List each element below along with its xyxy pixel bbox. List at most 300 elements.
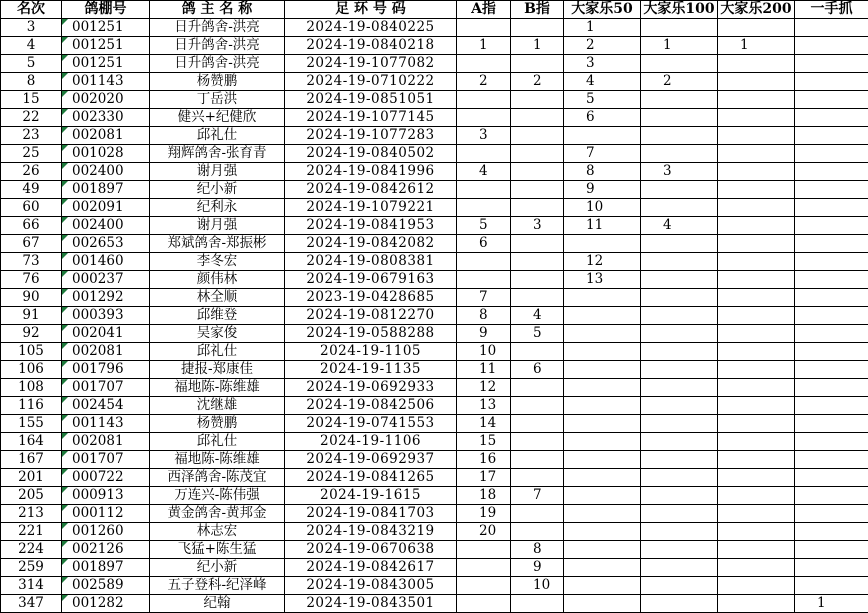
one-grab-cell[interactable] (795, 235, 868, 253)
one-grab-cell[interactable] (795, 343, 868, 361)
ring-number-cell[interactable] (285, 127, 457, 145)
dajiale-50-cell[interactable] (564, 523, 641, 541)
owner-name-cell[interactable] (150, 37, 285, 55)
one-grab-cell[interactable] (795, 271, 868, 289)
dajiale-100-cell[interactable] (641, 181, 718, 199)
a-index-cell[interactable] (457, 91, 511, 109)
dajiale-100-cell[interactable] (641, 37, 718, 55)
owner-name-cell[interactable] (150, 289, 285, 307)
ring-number-cell[interactable] (285, 415, 457, 433)
dajiale-50-cell[interactable] (564, 451, 641, 469)
ring-number-cell[interactable] (285, 433, 457, 451)
dajiale-200-cell[interactable] (718, 91, 795, 109)
one-grab-cell[interactable] (795, 325, 868, 343)
a-index-cell[interactable] (457, 127, 511, 145)
one-grab-cell[interactable] (795, 127, 868, 145)
loft-number-cell[interactable] (62, 73, 150, 91)
dajiale-100-cell[interactable] (641, 577, 718, 595)
b-index-cell[interactable] (511, 487, 564, 505)
owner-name-cell[interactable] (150, 325, 285, 343)
rank-cell[interactable] (1, 397, 62, 415)
rank-cell[interactable] (1, 163, 62, 181)
ring-number-cell[interactable] (285, 235, 457, 253)
one-grab-cell[interactable] (795, 109, 868, 127)
dajiale-200-cell[interactable] (718, 145, 795, 163)
dajiale-50-cell[interactable] (564, 145, 641, 163)
b-index-cell[interactable] (511, 145, 564, 163)
owner-name-cell[interactable] (150, 541, 285, 559)
a-index-cell[interactable] (457, 325, 511, 343)
a-index-cell[interactable] (457, 109, 511, 127)
dajiale-50-cell[interactable] (564, 91, 641, 109)
a-index-cell[interactable] (457, 469, 511, 487)
dajiale-200-cell[interactable] (718, 469, 795, 487)
one-grab-cell[interactable] (795, 361, 868, 379)
a-index-cell[interactable] (457, 217, 511, 235)
a-index-cell[interactable] (457, 145, 511, 163)
b-index-cell[interactable] (511, 19, 564, 37)
dajiale-100-cell[interactable] (641, 343, 718, 361)
dajiale-200-cell[interactable] (718, 433, 795, 451)
ring-number-cell[interactable] (285, 181, 457, 199)
b-index-cell[interactable] (511, 37, 564, 55)
rank-cell[interactable] (1, 451, 62, 469)
rank-cell[interactable] (1, 199, 62, 217)
dajiale-100-cell[interactable] (641, 379, 718, 397)
rank-cell[interactable] (1, 271, 62, 289)
loft-number-cell[interactable] (62, 19, 150, 37)
loft-number-cell[interactable] (62, 199, 150, 217)
dajiale-50-cell[interactable] (564, 379, 641, 397)
rank-cell[interactable] (1, 37, 62, 55)
one-grab-cell[interactable] (795, 505, 868, 523)
b-index-cell[interactable] (511, 577, 564, 595)
dajiale-200-cell[interactable] (718, 109, 795, 127)
a-index-cell[interactable] (457, 73, 511, 91)
dajiale-100-cell[interactable] (641, 91, 718, 109)
one-grab-cell[interactable] (795, 73, 868, 91)
loft-number-cell[interactable] (62, 487, 150, 505)
rank-cell[interactable] (1, 55, 62, 73)
rank-cell[interactable] (1, 415, 62, 433)
dajiale-100-cell[interactable] (641, 253, 718, 271)
dajiale-50-cell[interactable] (564, 433, 641, 451)
ring-number-cell[interactable] (285, 523, 457, 541)
dajiale-100-cell[interactable] (641, 451, 718, 469)
a-index-cell[interactable] (457, 397, 511, 415)
ring-number-cell[interactable] (285, 109, 457, 127)
dajiale-100-cell[interactable] (641, 469, 718, 487)
a-index-cell[interactable] (457, 181, 511, 199)
rank-cell[interactable] (1, 307, 62, 325)
b-index-cell[interactable] (511, 127, 564, 145)
owner-name-cell[interactable] (150, 235, 285, 253)
one-grab-cell[interactable] (795, 379, 868, 397)
dajiale-100-cell[interactable] (641, 199, 718, 217)
b-index-cell[interactable] (511, 397, 564, 415)
header-a-index[interactable]: A指 (457, 1, 511, 19)
dajiale-100-cell[interactable] (641, 307, 718, 325)
owner-name-cell[interactable] (150, 163, 285, 181)
dajiale-200-cell[interactable] (718, 19, 795, 37)
owner-name-cell[interactable] (150, 271, 285, 289)
ring-number-cell[interactable] (285, 91, 457, 109)
one-grab-cell[interactable] (795, 451, 868, 469)
one-grab-cell[interactable] (795, 415, 868, 433)
b-index-cell[interactable] (511, 235, 564, 253)
dajiale-50-cell[interactable] (564, 271, 641, 289)
dajiale-200-cell[interactable] (718, 361, 795, 379)
loft-number-cell[interactable] (62, 289, 150, 307)
dajiale-200-cell[interactable] (718, 73, 795, 91)
dajiale-100-cell[interactable] (641, 559, 718, 577)
dajiale-50-cell[interactable] (564, 397, 641, 415)
owner-name-cell[interactable] (150, 343, 285, 361)
loft-number-cell[interactable] (62, 217, 150, 235)
rank-cell[interactable] (1, 109, 62, 127)
a-index-cell[interactable] (457, 523, 511, 541)
loft-number-cell[interactable] (62, 55, 150, 73)
ring-number-cell[interactable] (285, 163, 457, 181)
b-index-cell[interactable] (511, 73, 564, 91)
one-grab-cell[interactable] (795, 307, 868, 325)
b-index-cell[interactable] (511, 91, 564, 109)
a-index-cell[interactable] (457, 595, 511, 613)
dajiale-200-cell[interactable] (718, 541, 795, 559)
loft-number-cell[interactable] (62, 577, 150, 595)
rank-cell[interactable] (1, 253, 62, 271)
a-index-cell[interactable] (457, 487, 511, 505)
owner-name-cell[interactable] (150, 505, 285, 523)
loft-number-cell[interactable] (62, 181, 150, 199)
a-index-cell[interactable] (457, 271, 511, 289)
owner-name-cell[interactable] (150, 127, 285, 145)
a-index-cell[interactable] (457, 559, 511, 577)
dajiale-100-cell[interactable] (641, 415, 718, 433)
one-grab-cell[interactable] (795, 91, 868, 109)
header-one-grab[interactable]: 一手抓 (795, 1, 868, 19)
b-index-cell[interactable] (511, 469, 564, 487)
dajiale-200-cell[interactable] (718, 55, 795, 73)
ring-number-cell[interactable] (285, 289, 457, 307)
owner-name-cell[interactable] (150, 433, 285, 451)
owner-name-cell[interactable] (150, 577, 285, 595)
dajiale-200-cell[interactable] (718, 505, 795, 523)
ring-number-cell[interactable] (285, 217, 457, 235)
one-grab-cell[interactable] (795, 163, 868, 181)
loft-number-cell[interactable] (62, 559, 150, 577)
dajiale-100-cell[interactable] (641, 217, 718, 235)
dajiale-50-cell[interactable] (564, 55, 641, 73)
dajiale-100-cell[interactable] (641, 541, 718, 559)
rank-cell[interactable] (1, 91, 62, 109)
one-grab-cell[interactable] (795, 19, 868, 37)
a-index-cell[interactable] (457, 343, 511, 361)
loft-number-cell[interactable] (62, 145, 150, 163)
dajiale-200-cell[interactable] (718, 271, 795, 289)
ring-number-cell[interactable] (285, 307, 457, 325)
ring-number-cell[interactable] (285, 343, 457, 361)
dajiale-50-cell[interactable] (564, 595, 641, 613)
loft-number-cell[interactable] (62, 271, 150, 289)
loft-number-cell[interactable] (62, 253, 150, 271)
dajiale-200-cell[interactable] (718, 37, 795, 55)
ring-number-cell[interactable] (285, 253, 457, 271)
rank-cell[interactable] (1, 361, 62, 379)
header-rank[interactable]: 名次 (1, 1, 62, 19)
dajiale-200-cell[interactable] (718, 415, 795, 433)
dajiale-200-cell[interactable] (718, 559, 795, 577)
dajiale-100-cell[interactable] (641, 361, 718, 379)
rank-cell[interactable] (1, 541, 62, 559)
dajiale-50-cell[interactable] (564, 289, 641, 307)
b-index-cell[interactable] (511, 181, 564, 199)
dajiale-50-cell[interactable] (564, 181, 641, 199)
dajiale-100-cell[interactable] (641, 523, 718, 541)
owner-name-cell[interactable] (150, 379, 285, 397)
loft-number-cell[interactable] (62, 127, 150, 145)
owner-name-cell[interactable] (150, 19, 285, 37)
a-index-cell[interactable] (457, 235, 511, 253)
dajiale-50-cell[interactable] (564, 253, 641, 271)
one-grab-cell[interactable] (795, 253, 868, 271)
a-index-cell[interactable] (457, 415, 511, 433)
loft-number-cell[interactable] (62, 541, 150, 559)
ring-number-cell[interactable] (285, 73, 457, 91)
rank-cell[interactable] (1, 559, 62, 577)
a-index-cell[interactable] (457, 37, 511, 55)
loft-number-cell[interactable] (62, 379, 150, 397)
dajiale-100-cell[interactable] (641, 487, 718, 505)
owner-name-cell[interactable] (150, 55, 285, 73)
b-index-cell[interactable] (511, 505, 564, 523)
b-index-cell[interactable] (511, 343, 564, 361)
a-index-cell[interactable] (457, 55, 511, 73)
a-index-cell[interactable] (457, 307, 511, 325)
owner-name-cell[interactable] (150, 469, 285, 487)
ring-number-cell[interactable] (285, 325, 457, 343)
dajiale-200-cell[interactable] (718, 325, 795, 343)
one-grab-cell[interactable] (795, 577, 868, 595)
ring-number-cell[interactable] (285, 469, 457, 487)
a-index-cell[interactable] (457, 253, 511, 271)
owner-name-cell[interactable] (150, 451, 285, 469)
dajiale-200-cell[interactable] (718, 235, 795, 253)
rank-cell[interactable] (1, 469, 62, 487)
dajiale-200-cell[interactable] (718, 379, 795, 397)
rank-cell[interactable] (1, 289, 62, 307)
dajiale-200-cell[interactable] (718, 289, 795, 307)
a-index-cell[interactable] (457, 541, 511, 559)
dajiale-100-cell[interactable] (641, 289, 718, 307)
b-index-cell[interactable] (511, 415, 564, 433)
dajiale-200-cell[interactable] (718, 163, 795, 181)
owner-name-cell[interactable] (150, 91, 285, 109)
dajiale-200-cell[interactable] (718, 181, 795, 199)
rank-cell[interactable] (1, 145, 62, 163)
dajiale-50-cell[interactable] (564, 109, 641, 127)
dajiale-100-cell[interactable] (641, 271, 718, 289)
b-index-cell[interactable] (511, 289, 564, 307)
dajiale-100-cell[interactable] (641, 73, 718, 91)
dajiale-50-cell[interactable] (564, 37, 641, 55)
ring-number-cell[interactable] (285, 397, 457, 415)
one-grab-cell[interactable] (795, 145, 868, 163)
dajiale-50-cell[interactable] (564, 559, 641, 577)
dajiale-200-cell[interactable] (718, 451, 795, 469)
header-dajiale-50[interactable]: 大家乐50 (564, 1, 641, 19)
loft-number-cell[interactable] (62, 235, 150, 253)
owner-name-cell[interactable] (150, 73, 285, 91)
one-grab-cell[interactable] (795, 469, 868, 487)
ring-number-cell[interactable] (285, 55, 457, 73)
loft-number-cell[interactable] (62, 397, 150, 415)
dajiale-200-cell[interactable] (718, 343, 795, 361)
b-index-cell[interactable] (511, 253, 564, 271)
a-index-cell[interactable] (457, 19, 511, 37)
rank-cell[interactable] (1, 19, 62, 37)
dajiale-200-cell[interactable] (718, 307, 795, 325)
dajiale-50-cell[interactable] (564, 487, 641, 505)
rank-cell[interactable] (1, 505, 62, 523)
loft-number-cell[interactable] (62, 595, 150, 613)
dajiale-50-cell[interactable] (564, 199, 641, 217)
owner-name-cell[interactable] (150, 415, 285, 433)
owner-name-cell[interactable] (150, 559, 285, 577)
rank-cell[interactable] (1, 379, 62, 397)
loft-number-cell[interactable] (62, 37, 150, 55)
b-index-cell[interactable] (511, 217, 564, 235)
dajiale-50-cell[interactable] (564, 361, 641, 379)
rank-cell[interactable] (1, 325, 62, 343)
rank-cell[interactable] (1, 181, 62, 199)
b-index-cell[interactable] (511, 541, 564, 559)
dajiale-50-cell[interactable] (564, 505, 641, 523)
ring-number-cell[interactable] (285, 595, 457, 613)
one-grab-cell[interactable] (795, 541, 868, 559)
dajiale-100-cell[interactable] (641, 397, 718, 415)
rank-cell[interactable] (1, 523, 62, 541)
owner-name-cell[interactable] (150, 307, 285, 325)
loft-number-cell[interactable] (62, 91, 150, 109)
ring-number-cell[interactable] (285, 145, 457, 163)
b-index-cell[interactable] (511, 379, 564, 397)
dajiale-50-cell[interactable] (564, 343, 641, 361)
b-index-cell[interactable] (511, 307, 564, 325)
b-index-cell[interactable] (511, 361, 564, 379)
dajiale-100-cell[interactable] (641, 127, 718, 145)
loft-number-cell[interactable] (62, 505, 150, 523)
ring-number-cell[interactable] (285, 577, 457, 595)
rank-cell[interactable] (1, 577, 62, 595)
loft-number-cell[interactable] (62, 433, 150, 451)
rank-cell[interactable] (1, 73, 62, 91)
b-index-cell[interactable] (511, 163, 564, 181)
owner-name-cell[interactable] (150, 253, 285, 271)
ring-number-cell[interactable] (285, 559, 457, 577)
dajiale-100-cell[interactable] (641, 505, 718, 523)
a-index-cell[interactable] (457, 289, 511, 307)
dajiale-100-cell[interactable] (641, 325, 718, 343)
dajiale-50-cell[interactable] (564, 415, 641, 433)
dajiale-50-cell[interactable] (564, 541, 641, 559)
rank-cell[interactable] (1, 217, 62, 235)
owner-name-cell[interactable] (150, 523, 285, 541)
owner-name-cell[interactable] (150, 361, 285, 379)
loft-number-cell[interactable] (62, 361, 150, 379)
ring-number-cell[interactable] (285, 541, 457, 559)
loft-number-cell[interactable] (62, 523, 150, 541)
dajiale-50-cell[interactable] (564, 19, 641, 37)
header-ring-number[interactable]: 足 环 号 码 (285, 1, 457, 19)
a-index-cell[interactable] (457, 361, 511, 379)
owner-name-cell[interactable] (150, 181, 285, 199)
dajiale-200-cell[interactable] (718, 253, 795, 271)
dajiale-50-cell[interactable] (564, 217, 641, 235)
ring-number-cell[interactable] (285, 379, 457, 397)
one-grab-cell[interactable] (795, 217, 868, 235)
dajiale-100-cell[interactable] (641, 19, 718, 37)
one-grab-cell[interactable] (795, 397, 868, 415)
loft-number-cell[interactable] (62, 325, 150, 343)
dajiale-50-cell[interactable] (564, 235, 641, 253)
dajiale-50-cell[interactable] (564, 127, 641, 145)
one-grab-cell[interactable] (795, 181, 868, 199)
one-grab-cell[interactable] (795, 433, 868, 451)
loft-number-cell[interactable] (62, 163, 150, 181)
b-index-cell[interactable] (511, 523, 564, 541)
dajiale-200-cell[interactable] (718, 127, 795, 145)
dajiale-50-cell[interactable] (564, 469, 641, 487)
one-grab-cell[interactable] (795, 559, 868, 577)
a-index-cell[interactable] (457, 505, 511, 523)
one-grab-cell[interactable] (795, 37, 868, 55)
b-index-cell[interactable] (511, 325, 564, 343)
b-index-cell[interactable] (511, 451, 564, 469)
dajiale-100-cell[interactable] (641, 163, 718, 181)
ring-number-cell[interactable] (285, 505, 457, 523)
a-index-cell[interactable] (457, 199, 511, 217)
dajiale-50-cell[interactable] (564, 73, 641, 91)
ring-number-cell[interactable] (285, 37, 457, 55)
b-index-cell[interactable] (511, 199, 564, 217)
header-dajiale-100[interactable]: 大家乐100 (641, 1, 718, 19)
rank-cell[interactable] (1, 127, 62, 145)
b-index-cell[interactable] (511, 109, 564, 127)
dajiale-50-cell[interactable] (564, 307, 641, 325)
rank-cell[interactable] (1, 343, 62, 361)
owner-name-cell[interactable] (150, 595, 285, 613)
owner-name-cell[interactable] (150, 145, 285, 163)
dajiale-50-cell[interactable] (564, 163, 641, 181)
b-index-cell[interactable] (511, 55, 564, 73)
ring-number-cell[interactable] (285, 361, 457, 379)
loft-number-cell[interactable] (62, 415, 150, 433)
b-index-cell[interactable] (511, 595, 564, 613)
loft-number-cell[interactable] (62, 307, 150, 325)
ring-number-cell[interactable] (285, 199, 457, 217)
header-loft-number[interactable]: 鸽棚号 (62, 1, 150, 19)
a-index-cell[interactable] (457, 451, 511, 469)
dajiale-200-cell[interactable] (718, 577, 795, 595)
loft-number-cell[interactable] (62, 343, 150, 361)
header-owner-name[interactable]: 鸽 主 名 称 (150, 1, 285, 19)
rank-cell[interactable] (1, 487, 62, 505)
ring-number-cell[interactable] (285, 451, 457, 469)
ring-number-cell[interactable] (285, 487, 457, 505)
a-index-cell[interactable] (457, 577, 511, 595)
a-index-cell[interactable] (457, 433, 511, 451)
